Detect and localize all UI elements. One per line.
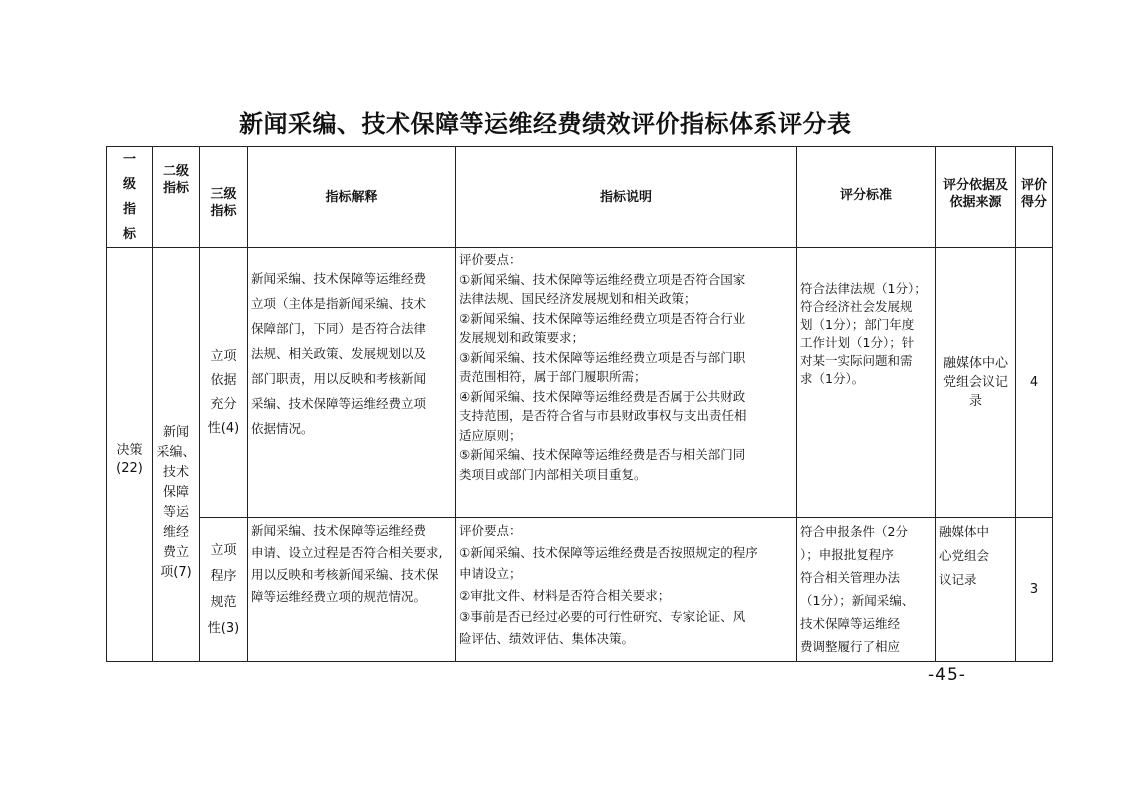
evaluation-table <box>106 146 1053 662</box>
header-level3: 三级 指标 <box>200 147 248 248</box>
header-description: 指标说明 <box>456 147 797 248</box>
basis-cell: 融媒体中 心党组会 议记录 <box>936 518 1016 662</box>
header-level1: 一 级 指 标 <box>107 147 153 248</box>
score-cell: 3 <box>1016 518 1053 662</box>
page-title: 新闻采编、技术保障等运维经费绩效评价指标体系评分表 <box>239 110 852 138</box>
explanation-cell: 新闻采编、技术保障等运维经费 立项（主体是指新闻采编、技术 保障部门，下同）是否符合法律 法规、相关政策、发展规划以及 部门职责，用以反映和考核新闻 采编、技术保障等运维经费立项 依据情况。 <box>248 248 456 518</box>
header-level2: 二级 指标 <box>153 147 200 248</box>
explanation-cell: 新闻采编、技术保障等运维经费 申请、设立过程是否符合相关要求, 用以反映和考核新闻采编、技术保 障等运维经费立项的规范情况。 <box>248 518 456 662</box>
header-standard: 评分标准 <box>797 147 936 248</box>
score-cell: 4 <box>1016 248 1053 518</box>
level3-cell: 立项 程序 规范 性(3) <box>200 518 248 662</box>
basis-cell: 融媒体中心 党组会议记 录 <box>936 248 1016 518</box>
table-row <box>107 248 1053 518</box>
header-row <box>107 147 1053 248</box>
level1-cell: 决策 (22) <box>107 248 153 662</box>
table-row <box>107 518 1053 662</box>
header-basis: 评分依据及 依据来源 <box>936 147 1016 248</box>
standard-cell: 符合法律法规（1分）； 符合经济社会发展规 划（1分）；部门年度 工作计划（1分）；针 对某一实际问题和需 求（1分）。 <box>797 248 936 518</box>
description-cell: 评价要点： ①新闻采编、技术保障等运维经费是否按照规定的程序 申请设立； ②审批文件、材料是否符合相关要求； ③事前是否已经过必要的可行性研究、专家论证、风 险评估、绩效评估、集体决策。 <box>456 518 797 662</box>
header-explanation: 指标解释 <box>248 147 456 248</box>
header-score: 评价 得分 <box>1016 147 1053 248</box>
page-number: -45- <box>928 665 966 685</box>
level3-cell: 立项 依据 充分 性(4) <box>200 248 248 518</box>
level2-cell: 新闻 采编、 技术 保障 等运 维经 费立 项(7) <box>153 248 200 662</box>
description-cell: 评价要点： ①新闻采编、技术保障等运维经费立项是否符合国家 法律法规、国民经济发展规划和相关政策； ②新闻采编、技术保障等运维经费立项是否符合行业 发展规划和政策要求； ③新闻采编、技术保障等运维经费立项是否与部门职 责范围相符，属于部门履职所需； ④新闻采编、技术保障等运维经费是否属于公共财政 支持范围，是否符合省与市县财政事权与支出责任相 适应原则； ⑤新闻采编、技术保障等运维经费是否与相关部门同 类项目或部门内部相关项目重复。 <box>456 248 797 518</box>
standard-cell: 符合申报条件（2分 ）；申报批复程序 符合相关管理办法 （1分）；新闻采编、 技术保障等运维经 费调整履行了相应 <box>797 518 936 662</box>
